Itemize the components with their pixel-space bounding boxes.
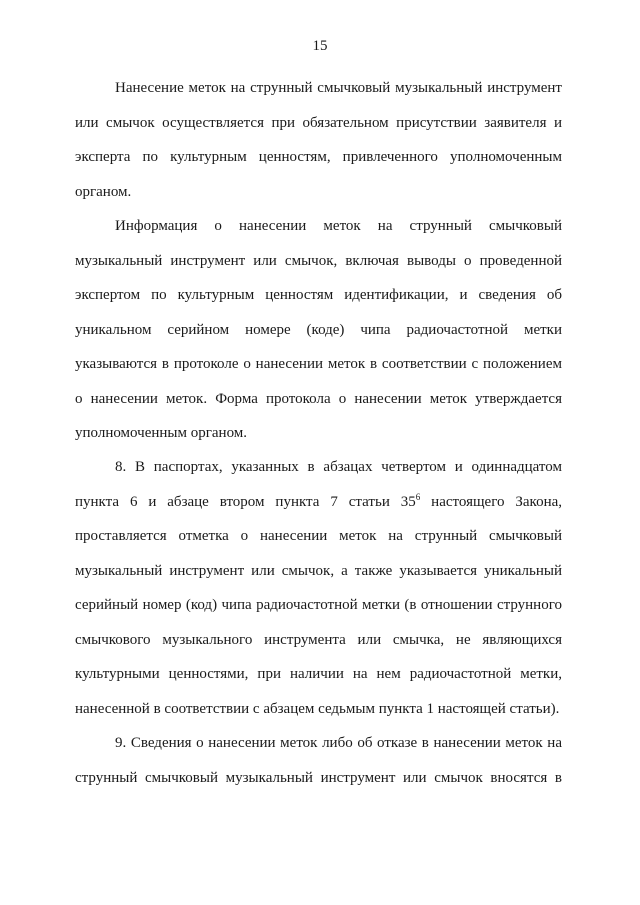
text-line: серийный номер (код) чипа радиочастотной метки (в отношении струнного bbox=[75, 597, 562, 613]
text-line: эксперта по культурным ценностям, привлеченного уполномоченным bbox=[75, 149, 562, 165]
paragraph bbox=[75, 71, 562, 209]
text-line-with-superscript bbox=[75, 485, 562, 520]
text-line: указываются в протоколе о нанесении меток в соответствии с положением bbox=[75, 356, 562, 372]
text-line: о нанесении меток. Форма протокола о нанесении меток утверждается bbox=[75, 390, 562, 407]
text-line: музыкальный инструмент или смычок, включая выводы о проведенной bbox=[75, 252, 562, 269]
text-line: уполномоченным органом. bbox=[75, 425, 248, 441]
text-line: смычкового музыкального инструмента или смычка, не являющихся bbox=[75, 631, 562, 648]
text-fragment: настоящего Закона, bbox=[420, 493, 563, 510]
paragraph-item-8 bbox=[75, 450, 562, 726]
text-line: нанесенной в соответствии с абзацем седьмым пункта 1 настоящей статьи). bbox=[75, 700, 560, 717]
paragraph bbox=[75, 209, 562, 451]
text-line: струнный смычковый музыкальный инструмент или смычок вносятся в bbox=[75, 769, 562, 786]
text-line: культурными ценностями, при наличии на нем радиочастотной метки, bbox=[75, 666, 562, 682]
text-line: Нанесение меток на струнный смычковый музыкальный инструмент bbox=[115, 80, 562, 96]
text-line: органом. bbox=[75, 183, 132, 200]
page-number: 15 bbox=[312, 38, 328, 54]
text-line: Информация о нанесении меток на струнный смычковый bbox=[115, 218, 562, 234]
text-line: 8. В паспортах, указанных в абзацах четвертом и одиннадцатом bbox=[115, 459, 562, 475]
text-line: экспертом по культурным ценностям идентификации, и сведения об bbox=[75, 287, 562, 303]
text-line: уникальном серийном номере (коде) чипа радиочастотной метки bbox=[75, 321, 562, 338]
text-line: или смычок осуществляется при обязательном присутствии заявителя и bbox=[75, 114, 562, 131]
text-line: 9. Сведения о нанесении меток либо об отказе в нанесении меток на bbox=[115, 735, 562, 751]
paragraph-item-9 bbox=[75, 726, 562, 795]
text-line: проставляется отметка о нанесении меток на струнный смычковый bbox=[75, 528, 562, 544]
text-line: музыкальный инструмент или смычок, а также указывается уникальный bbox=[75, 562, 562, 579]
text-fragment: пункта 6 и абзаце втором пункта 7 статьи 35 bbox=[75, 493, 416, 510]
superscript: 6 bbox=[415, 491, 421, 502]
